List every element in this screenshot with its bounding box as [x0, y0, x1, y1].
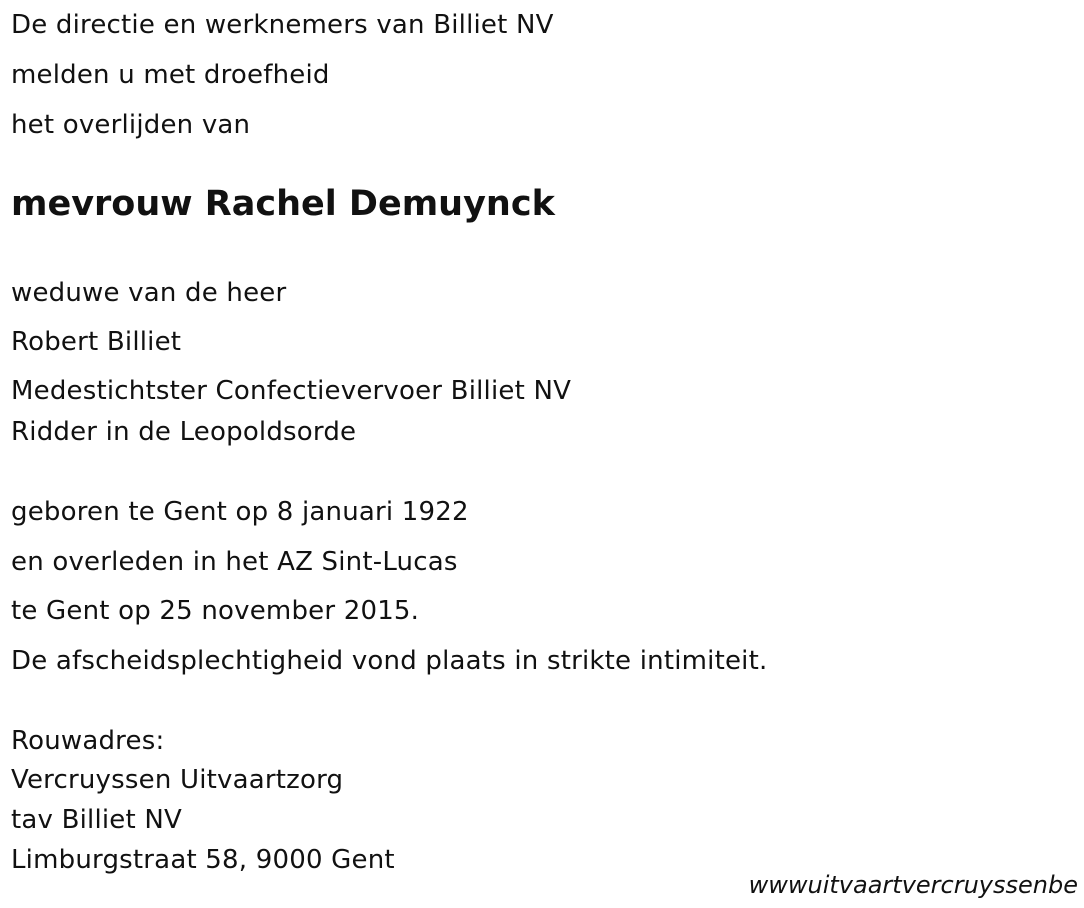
intro-line: melden u met droefheid: [11, 60, 330, 90]
address-line: tav Billiet NV: [11, 805, 183, 835]
life-line: geboren te Gent op 8 januari 1922: [11, 497, 469, 527]
address-line: Vercruyssen Uitvaartzorg: [11, 765, 344, 795]
relation-line: Medestichtster Confectievervoer Billiet NV: [11, 376, 572, 406]
relation-line: Robert Billiet: [11, 327, 182, 357]
website-url: wwwuitvaartvercruyssenbe: [748, 871, 1078, 899]
relation-line: Ridder in de Leopoldsorde: [11, 417, 357, 447]
address-line: Limburgstraat 58, 9000 Gent: [11, 845, 395, 875]
intro-line: het overlijden van: [11, 110, 251, 140]
intro-line: De directie en werknemers van Billiet NV: [11, 10, 554, 40]
deceased-name: mevrouw Rachel Demuynck: [11, 184, 555, 224]
life-line: te Gent op 25 november 2015.: [11, 596, 420, 626]
address-line: Rouwadres:: [11, 726, 165, 756]
relation-line: weduwe van de heer: [11, 278, 287, 308]
life-line: De afscheidsplechtigheid vond plaats in strikte intimiteit.: [11, 646, 768, 676]
life-line: en overleden in het AZ Sint-Lucas: [11, 547, 458, 577]
